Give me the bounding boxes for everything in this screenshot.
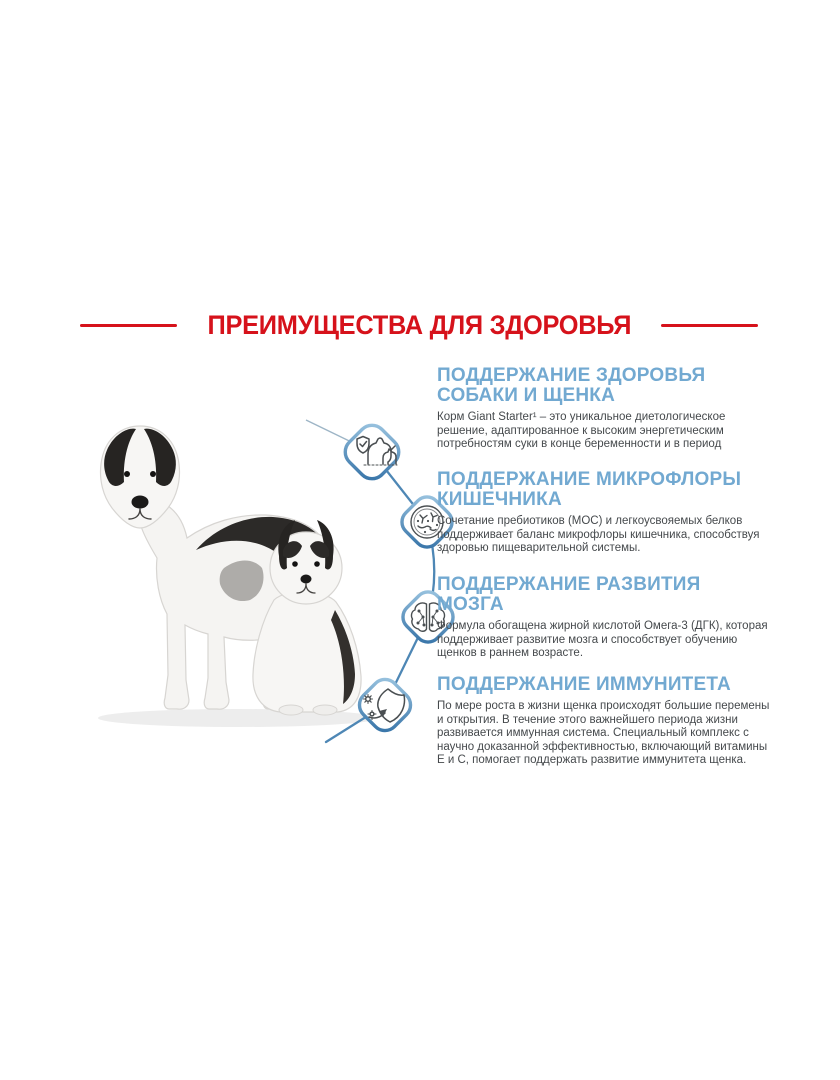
benefit-title: ПОДДЕРЖАНИЕ ЗДОРОВЬЯ СОБАКИ И ЩЕНКА — [437, 365, 706, 406]
benefit-title: ПОДДЕРЖАНИЕ МИКРОФЛОРЫ КИШЕЧНИКА — [437, 469, 742, 510]
dog-puppy-shield-icon — [339, 419, 404, 484]
benefit-body: По мере роста в жизни щенка происходят большие перемены и открытия. В течение этого важнейшего периода жизни развивается иммунная система. Специальный комплекс с научно доказанной эффективностью, включающий витамины Е и С, помогает поддержать развитие иммунитета щенка. — [437, 700, 770, 767]
title-rule-right — [661, 324, 758, 327]
immunity-shield-icon — [354, 674, 416, 736]
benefit-body: Сочетание пребиотиков (МОС) и легкоусвояемых белков поддерживает баланс микрофлоры кишечника, способствуя здоровью пищеварительной системы. — [437, 515, 760, 555]
benefit-section-dog-puppy-health — [437, 366, 775, 452]
page-title: ПРЕИМУЩЕСТВА ДЛЯ ЗДОРОВЬЯ — [207, 310, 631, 340]
title-rule-left — [80, 324, 177, 327]
section-title-row — [80, 310, 758, 341]
benefit-section-immunity — [437, 675, 775, 768]
benefit-section-brain-development — [437, 575, 775, 661]
benefit-title: ПОДДЕРЖАНИЕ ИММУНИТЕТА — [437, 674, 731, 695]
benefit-section-gut-microflora — [437, 470, 775, 556]
benefit-body: Корм Giant Starter¹ – это уникальное диетологическое решение, адаптированное к высоким энергетическим потребностям суки в конце беременности и в период — [437, 411, 726, 451]
benefit-title: ПОДДЕРЖАНИЕ РАЗВИТИЯ МОЗГА — [437, 574, 701, 615]
benefit-body: Формула обогащена жирной кислотой Омега-3 (ДГК), которая поддерживает развитие мозга и способствует обучению щенков в раннем возрасте. — [437, 620, 768, 660]
